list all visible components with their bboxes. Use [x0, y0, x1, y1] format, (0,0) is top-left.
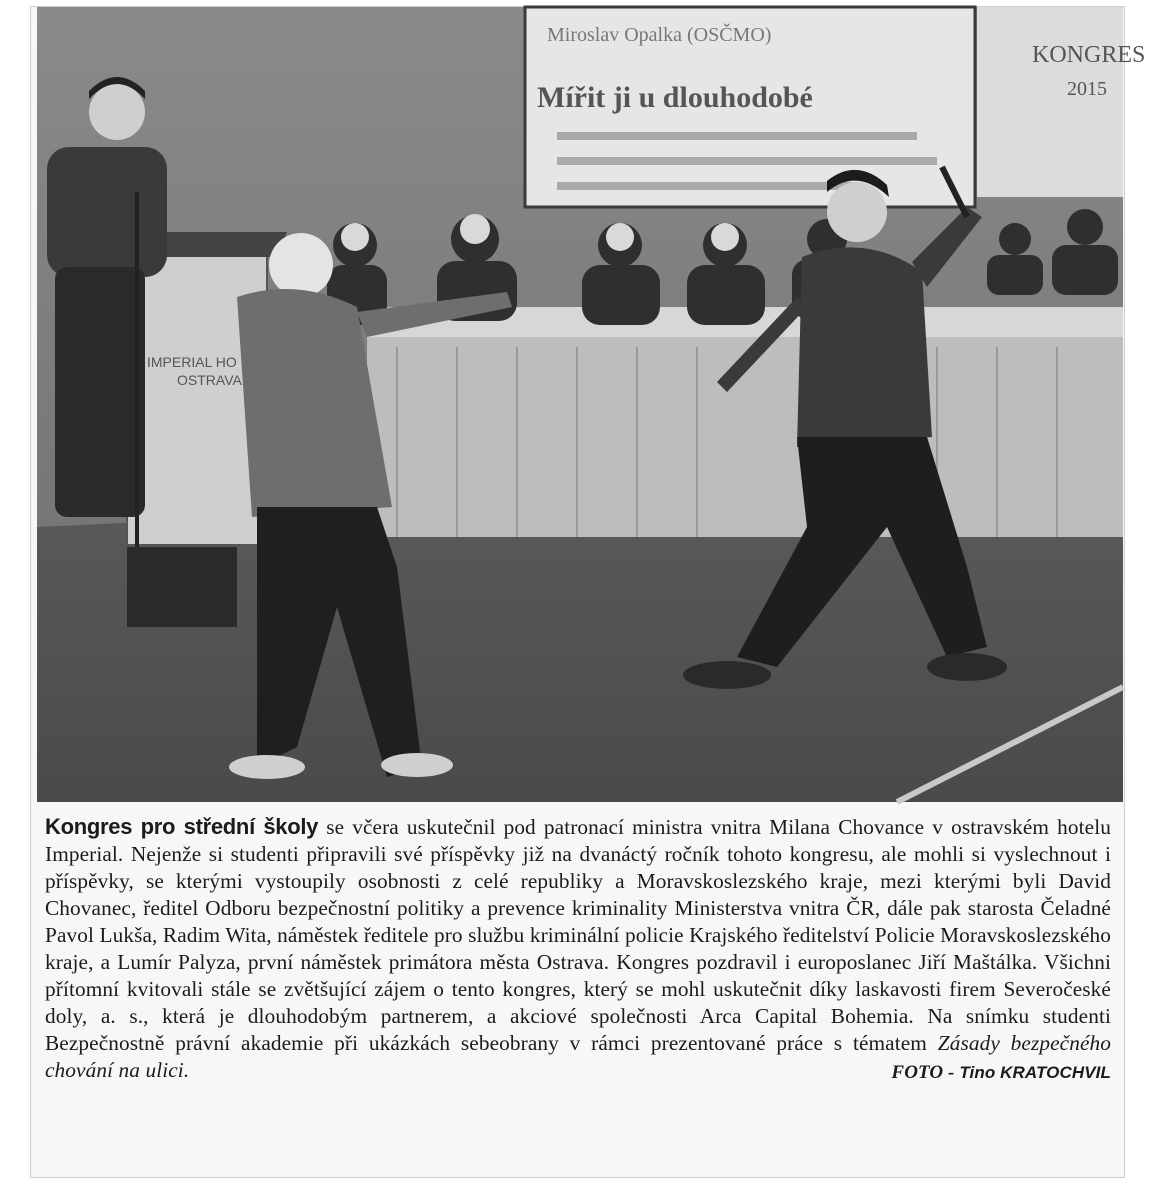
caption-topic: Zásady bezpečného chování na ulici.: [45, 1031, 1111, 1082]
credit-name: Tino KRATOCHVIL: [959, 1063, 1111, 1082]
photo-illustration: [37, 7, 1146, 802]
congress-banner: [977, 7, 1123, 197]
newspaper-clipping: [30, 6, 1146, 1178]
podium-text-2: OSTRAVA: [177, 372, 242, 388]
podium-text-1: IMPERIAL HO: [147, 354, 237, 370]
caption-body: se včera uskutečnil pod patronací ministra vnitra Milana Chovance v ostravském hotelu Imperial. Nejenže si studenti připravili své příspěvky již na dvanáctý ročník tohoto kongresu, ale mohli si vyslechnout i příspěvky, se kterými vystoupily osobnosti z celé republiky a Moravskoslezského kraje, mezi kterými byli David Chovanec, ředitel Odboru bezpečnostní politiky a prevence kriminality Ministerstva vnitra ČR, dále pak starosta Čeladné Pavol Lukša, Radim Wita, náměstek ředitele pro službu kriminální policie Krajského ředitelství Policie Moravskoslezského kraje, a Lumír Palyza, první náměstek primátora města Ostrava. Kongres pozdravil i europoslanec Jiří Maštálka. Všichni přítomní kvitovali stále se zvětšující zájem o tento kongres, který se mohl uskutečnit díky laskavosti firem Severočeské doly, a. s., která je dlouhodobým partnerem, a akciové společnosti Arca Capital Bohemia. Na snímku studenti Bezpečnostně právní akademie při ukázkách sebeobrany v rámci prezentované práce s tématem: [45, 815, 1111, 1055]
news-photo: [37, 7, 1146, 802]
banner-text: KONGRES: [1032, 42, 1146, 68]
photo-credit: [891, 1059, 1111, 1086]
caption-headline: Kongres pro střední školy: [45, 814, 319, 839]
screen-text-1: Miroslav Opalka (OSČMO): [547, 24, 772, 46]
photo-caption: [45, 813, 1111, 1086]
screen-text-2: Mířit ji u dlouhodobé: [537, 81, 813, 114]
banner-year: 2015: [1067, 78, 1107, 100]
credit-prefix: FOTO -: [891, 1062, 960, 1083]
